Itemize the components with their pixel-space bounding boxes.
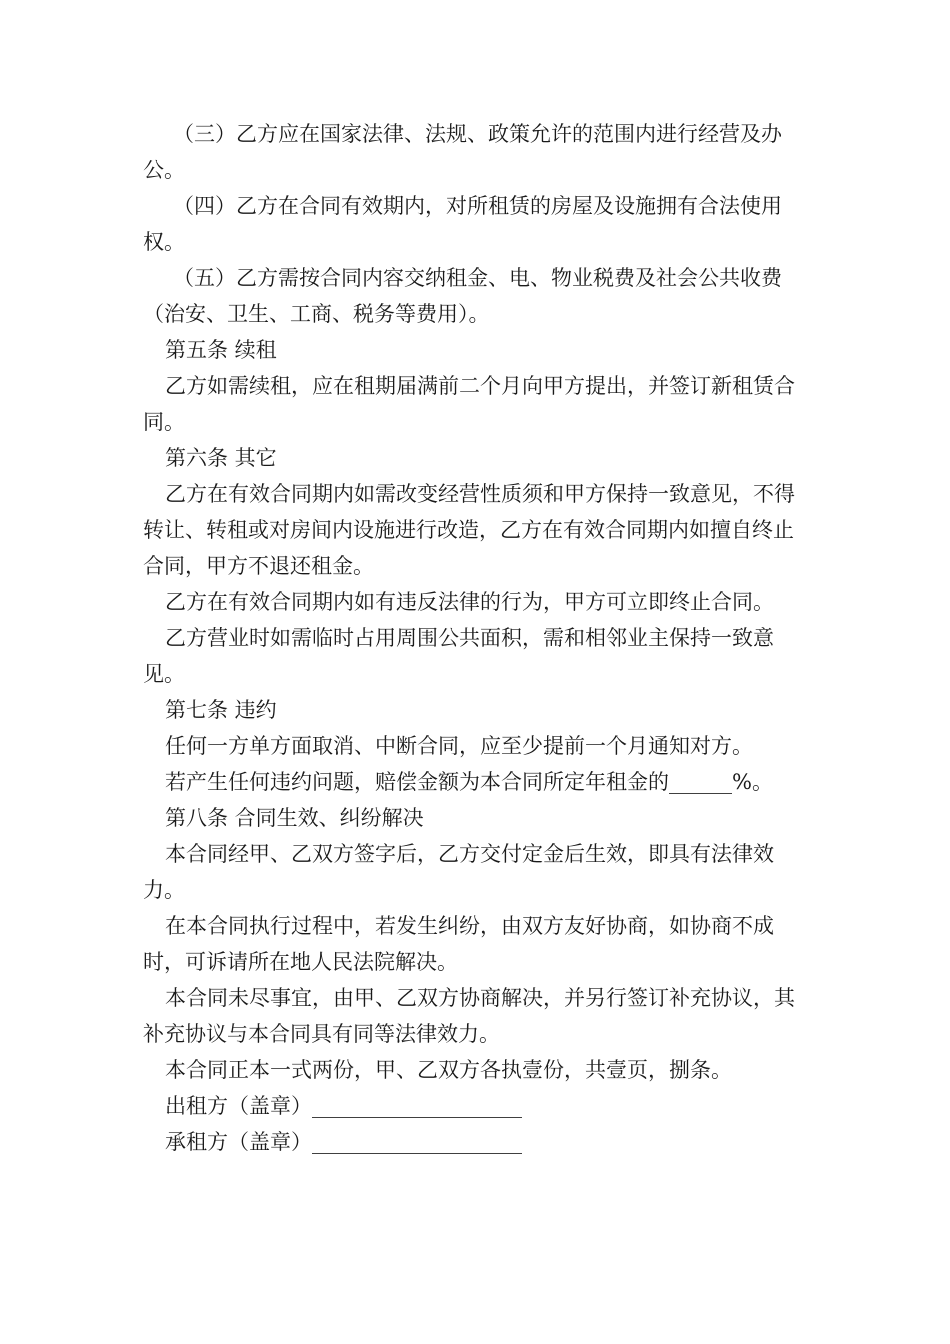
copies-statement: 本合同正本一式两份，甲、乙双方各执壹份，共壹页，捌条。 <box>165 1058 732 1082</box>
article-7-text-2: 若产生任何违约问题，赔偿金额为本合同所定年租金的______%。 <box>165 770 773 794</box>
clause-item-5: （五）乙方需按合同内容交纳租金、电、物业税费及社会公共收费（治安、卫生、工商、税务等费用）。 <box>143 266 782 326</box>
article-8-text-1: 本合同经甲、乙双方签字后，乙方交付定金后生效，即具有法律效力。 <box>143 842 774 902</box>
article-7-heading: 第七条 违约 <box>165 698 277 722</box>
article-6-text-3: 乙方营业时如需临时占用周围公共面积，需和相邻业主保持一致意见。 <box>143 626 774 686</box>
lessee-signature-line: 承租方（盖章）____________________ <box>165 1130 522 1154</box>
document-body <box>143 116 811 1160</box>
article-6-text-2: 乙方在有效合同期内如有违反法律的行为，甲方可立即终止合同。 <box>165 590 774 614</box>
article-6-text-1: 乙方在有效合同期内如需改变经营性质须和甲方保持一致意见，不得转让、转租或对房间内设施进行改造，乙方在有效合同期内如擅自终止合同，甲方不退还租金。 <box>143 482 795 578</box>
article-6-heading: 第六条 其它 <box>165 446 277 470</box>
article-5-heading: 第五条 续租 <box>165 338 277 362</box>
clause-item-4: （四）乙方在合同有效期内，对所租赁的房屋及设施拥有合法使用权。 <box>143 194 782 254</box>
article-8-text-3: 本合同未尽事宜，由甲、乙双方协商解决，并另行签订补充协议，其补充协议与本合同具有同等法律效力。 <box>143 986 795 1046</box>
article-7-text-1: 任何一方单方面取消、中断合同，应至少提前一个月通知对方。 <box>165 734 753 758</box>
article-8-heading: 第八条 合同生效、纠纷解决 <box>165 806 424 830</box>
article-8-text-2: 在本合同执行过程中，若发生纠纷，由双方友好协商，如协商不成时，可诉请所在地人民法院解决。 <box>143 914 774 974</box>
clause-item-3: （三）乙方应在国家法律、法规、政策允许的范围内进行经营及办公。 <box>143 122 782 182</box>
lessor-signature-line: 出租方（盖章）____________________ <box>165 1094 522 1118</box>
article-5-text: 乙方如需续租，应在租期届满前二个月向甲方提出，并签订新租赁合同。 <box>143 374 795 434</box>
